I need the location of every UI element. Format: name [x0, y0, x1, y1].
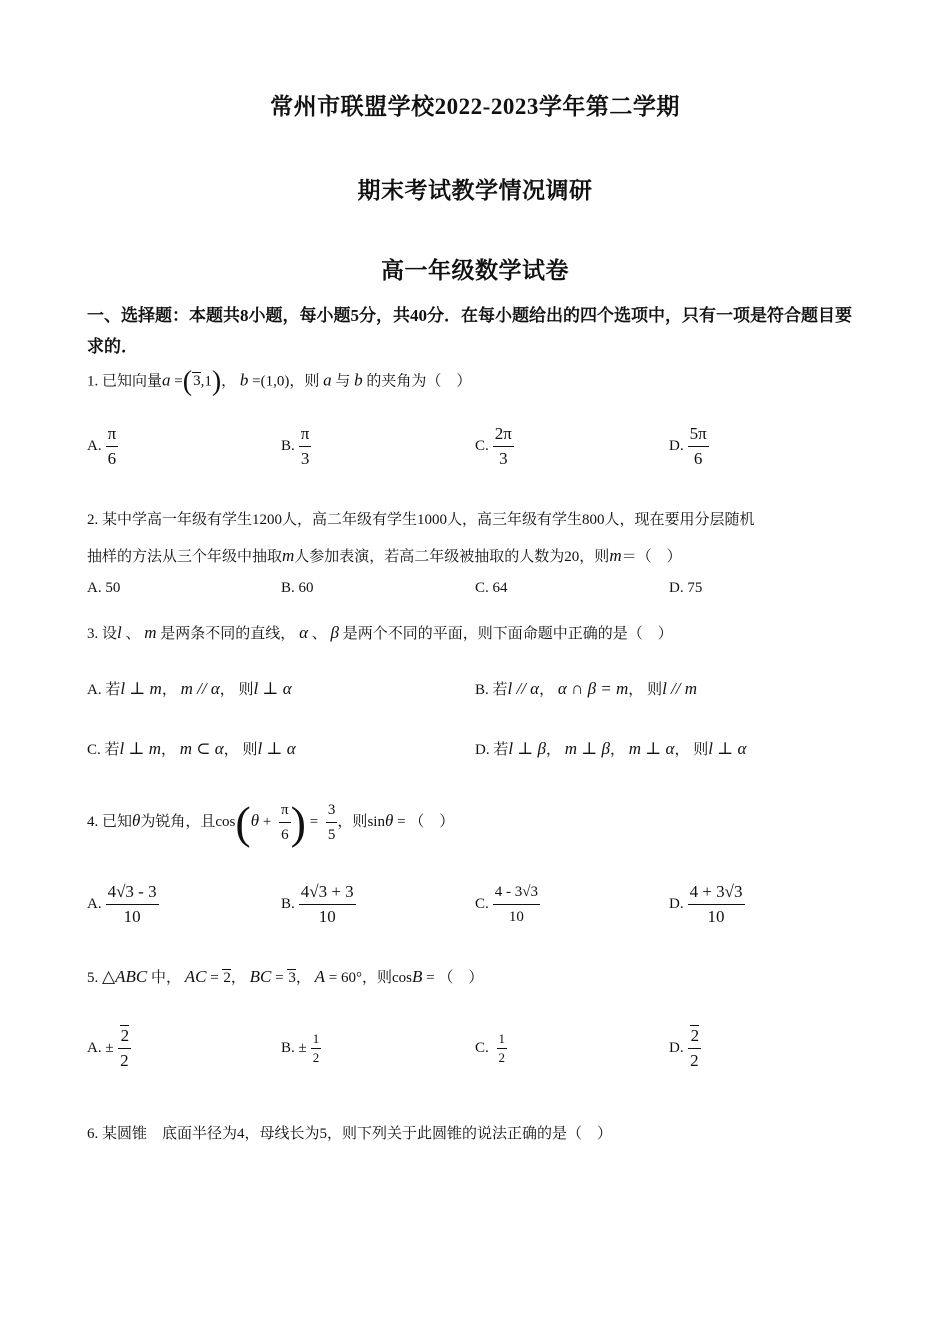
q4-option-a[interactable]: A. $\frac{4√3 - 3}{10}$ [87, 880, 159, 929]
q1-rest: ，则 [289, 373, 320, 390]
q3-option-a[interactable]: A. 若l ⊥ m， m // α， 则l ⊥ α [87, 679, 292, 698]
q5-option-c[interactable]: C. $\frac{1}{2}$ [475, 1031, 506, 1065]
q4-option-c[interactable]: C. $\frac{4 - 3√3}{10}$ [475, 880, 540, 929]
q4-option-d[interactable]: D. $\frac{4 + 3√3}{10}$ [669, 880, 745, 929]
q1-prefix: 1. 已知向量 [87, 373, 163, 390]
q2-option-d[interactable]: D. 75 [669, 580, 703, 596]
q2-option-b[interactable]: B. 60 [281, 580, 314, 596]
q1-option-c[interactable]: C. $\frac{2\pi}{3}$ [475, 422, 514, 471]
q4-option-b[interactable]: B. $\frac{4√3 + 3}{10}$ [281, 880, 356, 929]
question-5: 5. △ABC 中， AC = 2， BC = 3， A = 60°，则cosB = （ ） [87, 967, 484, 986]
q1-option-a[interactable]: A. $\frac{\pi}{6}$ [87, 422, 118, 471]
title-paper: 高一年级数学试卷 [381, 258, 569, 283]
q1-option-b[interactable]: B. $\frac{\pi}{3}$ [281, 422, 311, 471]
question-6: 6. 某圆锥 底面半径为4，母线长为5，则下列关于此圆锥的说法正确的是（ ） [87, 1126, 613, 1142]
question-2-line2: 抽样的方法从三个年级中抽取m人参加表演，若高二年级被抽取的人数为20，则m＝（ ） [87, 546, 682, 565]
q3-option-b[interactable]: B. 若l // α， α ∩ β = m， 则l // m [475, 679, 698, 698]
question-3: 3. 设l 、 m 是两条不同的直线， α 、 β 是两个不同的平面，则下面命题中正确的是（ ） [87, 623, 673, 642]
title-exam: 期末考试教学情况调研 [357, 178, 593, 203]
question-2-line1: 2. 某中学高一年级有学生1200人，高二年级有学生1000人，高三年级有学生800人，现在要用分层随机 [87, 512, 755, 528]
title-school: 常州市联盟学校2022-2023学年第二学期 [270, 94, 680, 119]
question-4: 4. 已知θ为锐角，且cos(θ + $\frac{\pi}{6}$ ) = $\frac{3}{5}$ ，则sinθ = （ ） [87, 797, 455, 848]
q2-option-a[interactable]: A. 50 [87, 580, 121, 596]
q1-tail: 的夹角为（ ） [366, 373, 472, 390]
q5-option-a[interactable]: A. ± $\frac{2}{2}$ [87, 1024, 131, 1073]
q1-option-d[interactable]: D. $\frac{5\pi}{6}$ [669, 422, 709, 471]
q1-and: 与 [335, 373, 351, 390]
q5-option-b[interactable]: B. ± $\frac{1}{2}$ [281, 1031, 320, 1065]
q2-option-c[interactable]: C. 64 [475, 580, 508, 596]
q3-option-c[interactable]: C. 若l ⊥ m， m ⊂ α， 则l ⊥ α [87, 739, 296, 758]
q3-option-d[interactable]: D. 若l ⊥ β， m ⊥ β， m ⊥ α， 则l ⊥ α [475, 739, 747, 758]
q5-option-d[interactable]: D. $\frac{2}{2}$ [669, 1024, 701, 1073]
section-heading: 一、选择题：本题共8小题，每小题5分，共40分．在每小题给出的四个选项中，只有一项是符合题目要求的． [87, 306, 852, 356]
question-1: 1. 已知向量a =(3,1)， b =(1,0)，则 a 与 b 的夹角为（ ） [87, 366, 472, 397]
